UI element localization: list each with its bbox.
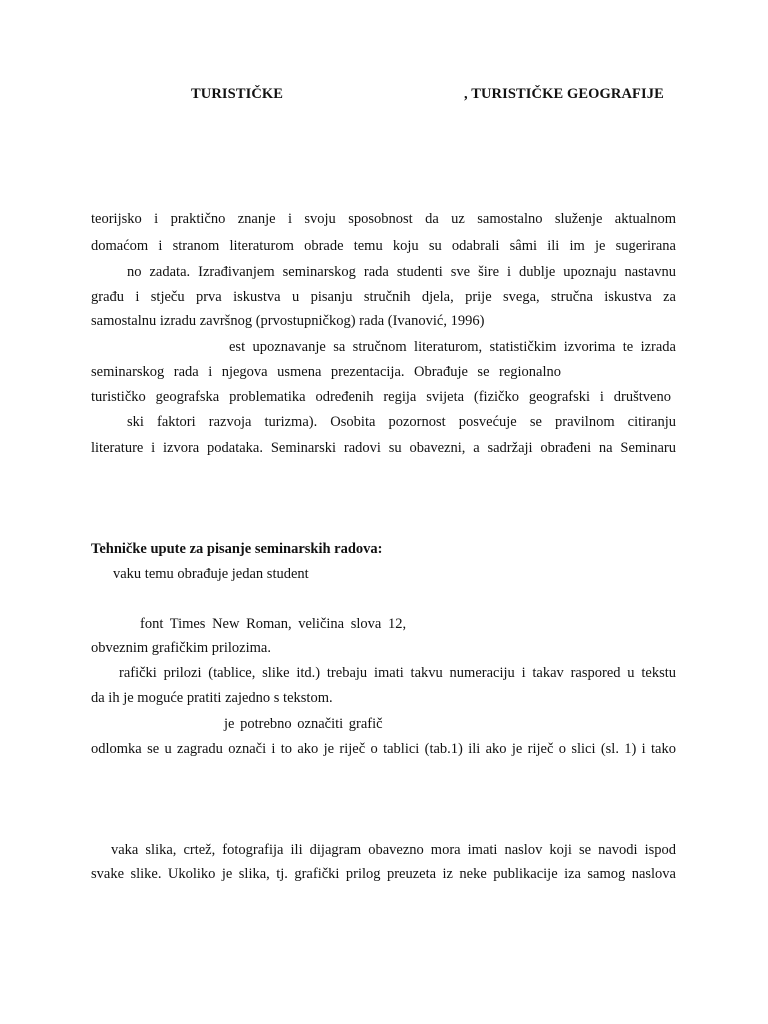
intro-line-8: turističko geografska problematika određenih regija svijeta (fizičko geografski i društveno — [91, 389, 671, 405]
figures-line-1: vaka slika, crtež, fotografija ili dijagram obavezno mora imati naslov koji se navodi ispod — [111, 842, 676, 858]
instructions-heading: Tehničke upute za pisanje seminarskih radova: — [91, 541, 383, 557]
title-right: , TURISTIČKE GEOGRAFIJE — [464, 86, 664, 102]
intro-line-2: domaćom i stranom literaturom obrade temu koju su odabrali sâmi ili im je sugerirana — [91, 238, 676, 254]
title-left: TURISTIČKE — [191, 86, 284, 102]
instructions-line-4: rafički prilozi (tablice, slike itd.) trebaju imati takvu numeraciju i takav raspored u tekstu — [119, 665, 676, 681]
intro-line-7: seminarskog rada i njegova usmena prezentacija. Obrađuje se regionalno — [91, 364, 561, 380]
intro-line-6: est upoznavanje sa stručnom literaturom, statističkim izvorima te izrada — [229, 339, 676, 355]
instructions-line-2: font Times New Roman, veličina slova 12, — [140, 616, 407, 632]
instructions-line-5: da ih je moguće pratiti zajedno s tekstom. — [91, 690, 333, 706]
intro-line-9: ski faktori razvoja turizma). Osobita pozornost posvećuje se pravilnom citiranju — [127, 414, 676, 430]
figures-line-2: svake slike. Ukoliko je slika, tj. grafički prilog preuzeta iz neke publikacije iza samog naslova — [91, 866, 676, 882]
intro-line-4: građu i stječu prva iskustva u pisanju stručnih djela, prije svega, stručna iskustva za — [91, 289, 676, 305]
intro-line-1: teorijsko i praktično znanje i svoju sposobnost da uz samostalno služenje aktualnom — [91, 211, 676, 227]
instructions-line-6: je potrebno označiti grafič — [224, 716, 383, 732]
instructions-line-3: obveznim grafičkim prilozima. — [91, 640, 271, 656]
instructions-line-7: odlomka se u zagradu označi i to ako je riječ o tablici (tab.1) ili ako je riječ o slici (sl. 1) i tako — [91, 741, 676, 757]
instructions-line-1: vaku temu obrađuje jedan student — [113, 566, 309, 582]
intro-line-10: literature i izvora podataka. Seminarski radovi su obavezni, a sadržaji obrađeni na Seminaru — [91, 440, 676, 456]
intro-line-3: no zadata. Izrađivanjem seminarskog rada studenti sve šire i dublje upoznaju nastavnu — [127, 264, 676, 280]
intro-line-5: samostalnu izradu završnog (prvostupničkog) rada (Ivanović, 1996) — [91, 313, 485, 329]
